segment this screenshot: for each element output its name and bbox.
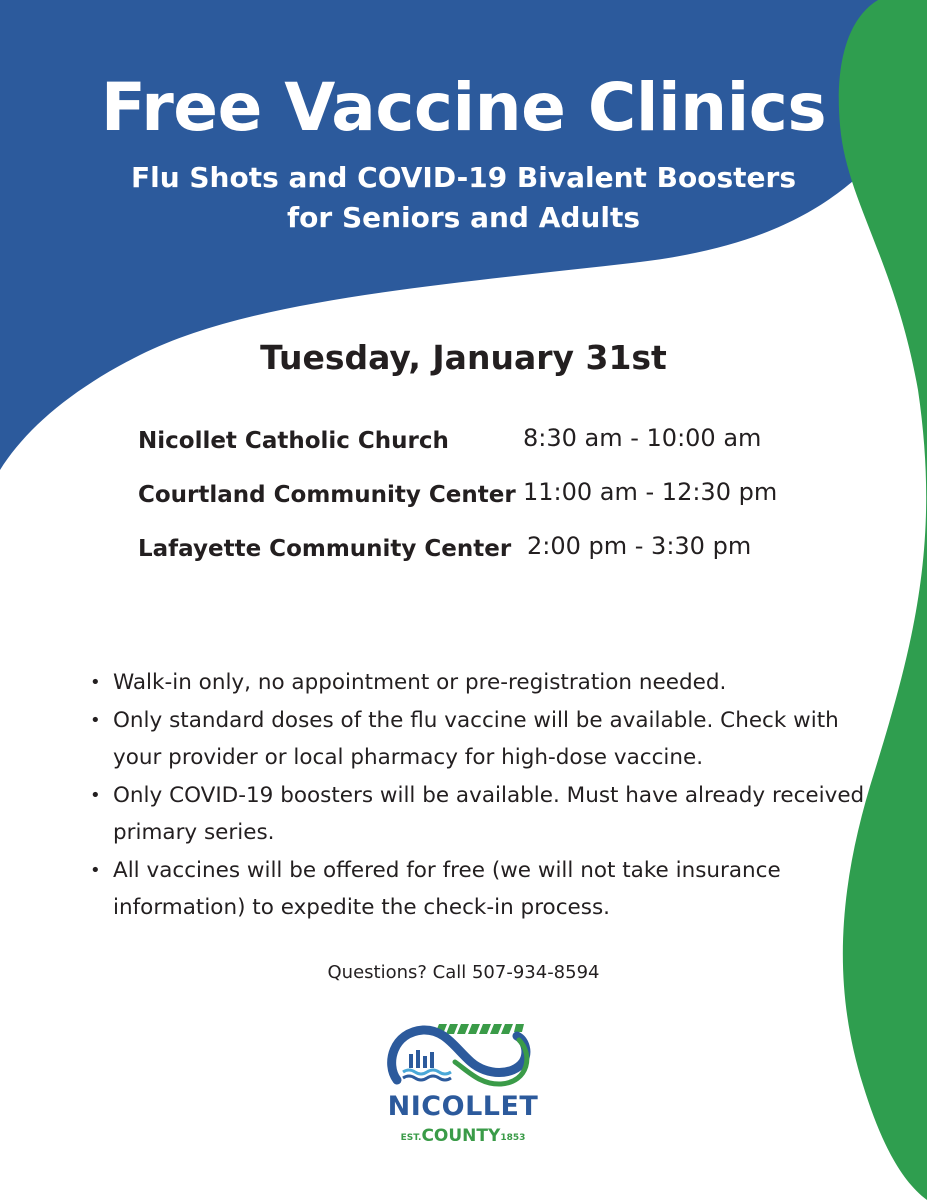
- list-item: [90, 852, 870, 927]
- clinic-schedule: [138, 420, 838, 582]
- bullet-icon: •: [90, 859, 101, 881]
- clinic-location: Lafayette Community Center: [138, 536, 512, 562]
- clinic-notes-list: [90, 664, 870, 927]
- note-text: Only COVID-19 boosters will be available. Must have already received primary series.: [113, 782, 865, 845]
- bullet-icon: •: [90, 784, 101, 806]
- note-text: All vaccines will be offered for free (we will not take insurance information) to expedite the check-in process.: [113, 857, 781, 920]
- clinic-time: 8:30 am - 10:00 am: [523, 424, 762, 452]
- logo-mark-icon: [383, 1018, 543, 1090]
- event-date: Tuesday, January 31st: [260, 338, 667, 377]
- clinic-time: 11:00 am - 12:30 pm: [523, 478, 778, 506]
- subtitle-line-2: for Seniors and Adults: [286, 201, 641, 234]
- logo-subtitle: [383, 1126, 543, 1146]
- logo-year: 1853: [500, 1133, 526, 1143]
- logo-est: EST.: [400, 1133, 422, 1143]
- bullet-icon: •: [90, 672, 101, 693]
- clinic-location: Courtland Community Center: [138, 482, 516, 508]
- page-title: Free Vaccine Clinics: [100, 69, 827, 146]
- contact-info: Questions? Call 507-934-8594: [327, 962, 600, 983]
- clinic-location: Nicollet Catholic Church: [138, 428, 449, 454]
- page-subtitle: [0, 158, 927, 238]
- list-item: [90, 777, 870, 852]
- list-item: [90, 664, 870, 702]
- schedule-row: [138, 420, 838, 474]
- note-text: Walk-in only, no appointment or pre-registration needed.: [113, 670, 727, 695]
- logo-county: COUNTY: [421, 1126, 501, 1146]
- schedule-row: [138, 474, 838, 528]
- nicollet-county-logo: [383, 1018, 543, 1153]
- list-item: [90, 702, 870, 777]
- logo-name: NICOLLET: [387, 1091, 539, 1122]
- schedule-row: [138, 528, 838, 582]
- clinic-time: 2:00 pm - 3:30 pm: [527, 532, 752, 560]
- note-text: Only standard doses of the flu vaccine will be available. Check with your provider or local pharmacy for high-dose vaccine.: [113, 707, 839, 770]
- bullet-icon: •: [90, 709, 101, 731]
- subtitle-line-1: Flu Shots and COVID-19 Bivalent Boosters: [130, 161, 796, 194]
